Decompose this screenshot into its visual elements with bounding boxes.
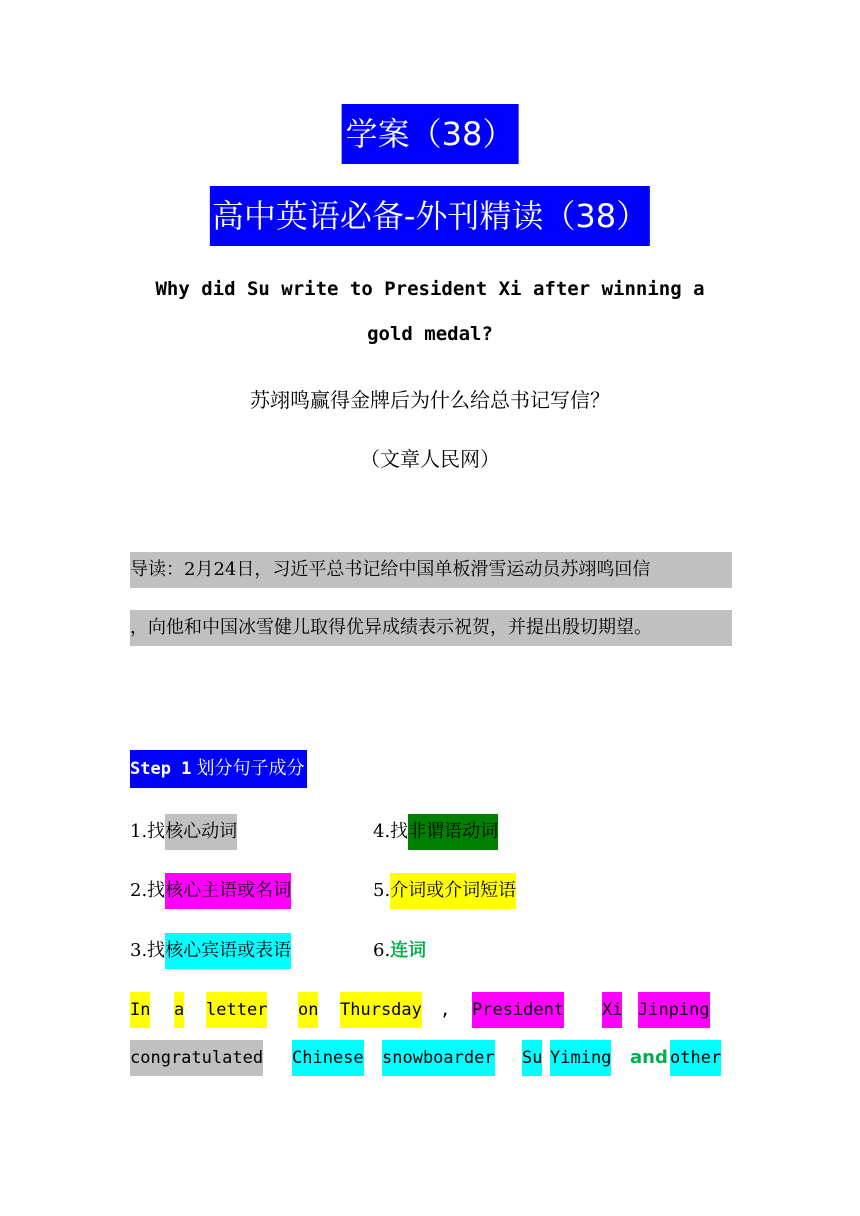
legend-label: 核心宾语或表语 [165,933,291,969]
legend-item-preposition [373,873,516,909]
word-thursday: Thursday [340,992,422,1028]
word-in: In [130,992,150,1028]
word-snowboarder: snowboarder [382,1040,495,1076]
legend-label: 连词 [390,940,427,961]
legend-item-object [130,933,291,969]
word-congratulated: congratulated [130,1040,263,1076]
comma: , [440,1000,451,1020]
legend-item-conjunction [373,933,426,969]
word-yiming: Yiming [550,1040,611,1076]
step1-label-cn: 划分句子成分 [196,758,305,779]
english-title-line1: Why did Su write to President Xi after winning a [155,278,705,300]
sentence-row-2 [130,1040,742,1076]
english-title-line2: gold medal? [367,323,493,345]
word-on: on [298,992,318,1028]
legend-prefix: 3.找 [130,940,166,961]
legend-label: 核心主语或名词 [165,873,291,909]
legend-prefix: 6. [373,940,391,961]
legend-item-subject [130,873,291,909]
legend-label: 核心动词 [165,814,237,850]
worksheet-title: 学案（38） [342,104,519,164]
chinese-title: 苏翊鸣赢得金牌后为什么给总书记写信？ [250,388,610,412]
worksheet-subtitle: 高中英语必备-外刊精读（38） [210,186,650,246]
word-xi: Xi [602,992,622,1028]
intro-line2: ，向他和中国冰雪健儿取得优异成绩表示祝贺，并提出殷切期望。 [130,610,732,646]
step1-label-en: Step 1 [130,759,192,779]
legend-prefix: 5. [373,880,391,901]
sentence-row-1 [130,992,742,1028]
legend-label: 非谓语动词 [408,814,498,850]
word-and: and [630,1047,668,1068]
legend-item-verb [130,814,237,850]
word-chinese: Chinese [292,1040,364,1076]
step1-heading [130,750,307,788]
legend-prefix: 1.找 [130,821,166,842]
legend-label: 介词或介词短语 [390,873,516,909]
legend-prefix: 2.找 [130,880,166,901]
word-president: President [472,992,564,1028]
legend-prefix: 4.找 [373,821,409,842]
article-source: （文章人民网） [360,447,500,471]
word-other: other [670,1040,721,1076]
word-su: Su [522,1040,542,1076]
intro-line1: 导读：2月24日，习近平总书记给中国单板滑雪运动员苏翊鸣回信 [130,552,732,588]
word-jinping: Jinping [638,992,710,1028]
word-letter: letter [206,992,267,1028]
legend-item-non-finite [373,814,498,850]
word-a: a [174,992,184,1028]
